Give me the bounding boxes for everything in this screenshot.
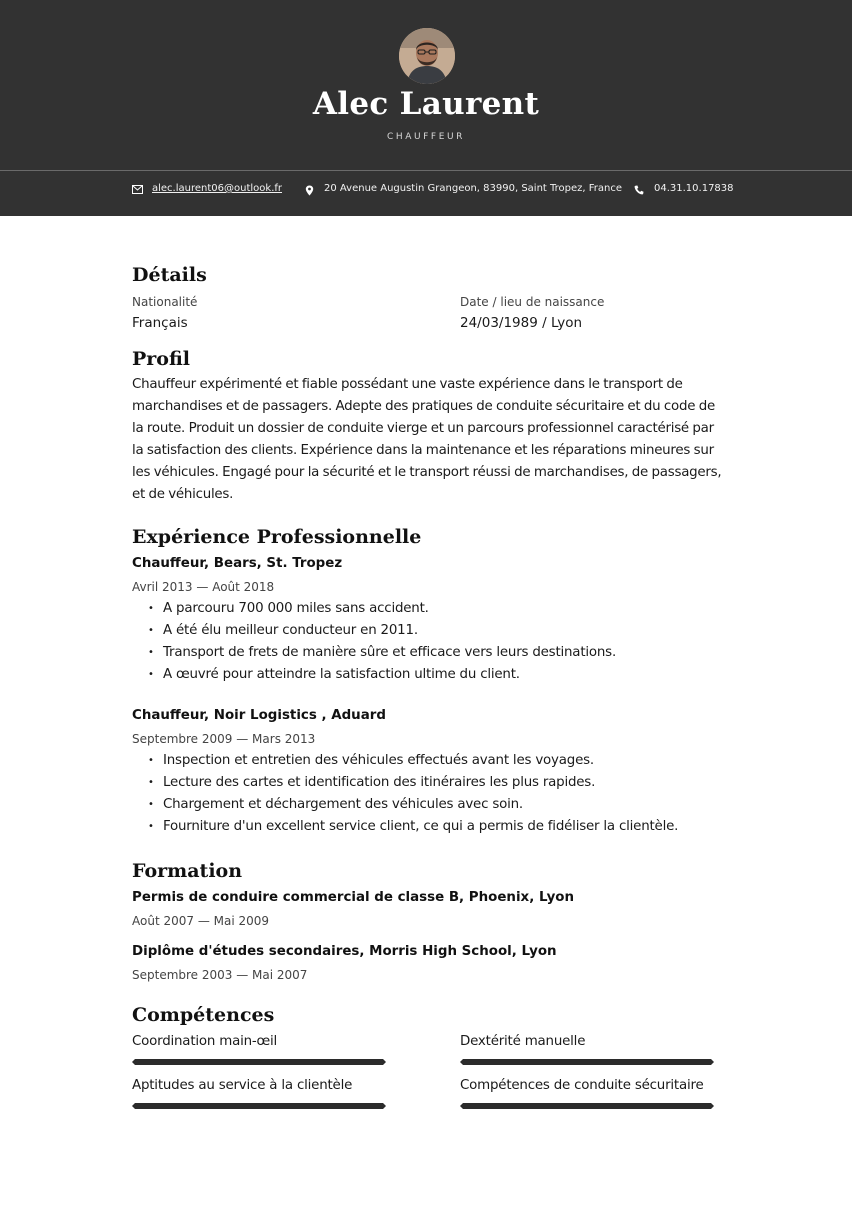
skill-label: Dextérité manuelle xyxy=(460,1034,586,1049)
job-dates: Avril 2013 — Août 2018 xyxy=(132,580,275,594)
skill-item xyxy=(460,1076,716,1109)
nationality-label: Nationalité xyxy=(132,295,198,309)
education-dates: Septembre 2003 — Mai 2007 xyxy=(132,968,308,982)
location-pin-icon xyxy=(305,185,314,196)
profile-text: Chauffeur expérimenté et fiable possédant une vaste expérience dans le transport de marchandises et de passagers. Adepte des pratiques de conduite sécuritaire et du code de la route. Produit un dossier de conduite vierge et un parcours professionnel caractérisé par la satisfaction des clients. Expérience dans la maintenance et les réparations mineures sur les véhicules. Engagé pour la sécurité et le transport réussi de marchandises, de passagers, et de véhicules. xyxy=(132,377,722,502)
candidate-job-title: CHAUFFEUR xyxy=(386,132,466,142)
skill-level-bar xyxy=(132,1103,386,1109)
experience-heading: Expérience Professionnelle xyxy=(132,526,422,548)
avatar xyxy=(399,28,455,84)
skill-level-bar xyxy=(460,1059,714,1065)
list-item: • A œuvré pour atteindre la satisfaction ultime du client. xyxy=(163,664,724,686)
contact-email[interactable] xyxy=(132,183,282,194)
job-bullets xyxy=(132,750,724,838)
skill-level-bar xyxy=(132,1059,386,1065)
candidate-name: Alec Laurent xyxy=(312,86,540,122)
education-entry xyxy=(132,942,724,984)
skill-label: Coordination main-œil xyxy=(132,1034,278,1049)
phone-text: 04.31.10.17838 xyxy=(654,183,734,194)
skill-item xyxy=(132,1032,388,1065)
details-heading: Détails xyxy=(132,264,207,286)
skill-item xyxy=(460,1032,716,1065)
job-title: Chauffeur, Bears, St. Tropez xyxy=(132,556,343,571)
phone-icon xyxy=(634,185,644,195)
skill-level-bar xyxy=(460,1103,714,1109)
email-link[interactable]: alec.laurent06@outlook.fr xyxy=(152,183,282,194)
mail-icon xyxy=(132,185,143,194)
birth-block xyxy=(460,294,604,334)
education-heading: Formation xyxy=(132,860,243,882)
list-item: • Lecture des cartes et identification des itinéraires les plus rapides. xyxy=(163,772,724,794)
list-item: • A parcouru 700 000 miles sans accident. xyxy=(163,598,724,620)
address-text: 20 Avenue Augustin Grangeon, 83990, Saint Tropez, France xyxy=(324,183,623,194)
header-divider xyxy=(0,170,852,171)
contact-phone xyxy=(634,183,734,194)
job-title: Chauffeur, Noir Logistics , Aduard xyxy=(132,708,386,723)
job-bullets xyxy=(132,598,724,686)
job-dates: Septembre 2009 — Mars 2013 xyxy=(132,732,316,746)
nationality-value: Français xyxy=(132,315,188,331)
education-entry xyxy=(132,888,724,930)
list-item: • Fourniture d'un excellent service client, ce qui a permis de fidéliser la clientèle. xyxy=(163,816,724,838)
nationality-block xyxy=(132,294,197,334)
job-entry xyxy=(132,706,724,838)
birth-value: 24/03/1989 / Lyon xyxy=(460,315,583,331)
education-title: Diplôme d'études secondaires, Morris High School, Lyon xyxy=(132,944,557,959)
list-item: • Transport de frets de manière sûre et efficace vers leurs destinations. xyxy=(163,642,724,664)
birth-label: Date / lieu de naissance xyxy=(460,295,605,309)
resume-body xyxy=(132,262,724,1122)
profile-photo-icon xyxy=(399,28,455,84)
skill-label: Compétences de conduite sécuritaire xyxy=(460,1078,704,1093)
profile-heading: Profil xyxy=(132,348,191,370)
resume-header xyxy=(0,0,852,216)
skills-section xyxy=(132,1032,724,1122)
skill-item xyxy=(132,1076,388,1109)
job-entry xyxy=(132,554,724,686)
list-item: • Inspection et entretien des véhicules effectués avant les voyages. xyxy=(163,750,724,772)
list-item: • A été élu meilleur conducteur en 2011. xyxy=(163,620,724,642)
skill-label: Aptitudes au service à la clientèle xyxy=(132,1078,353,1093)
details-section xyxy=(132,294,724,342)
contact-address xyxy=(305,183,622,194)
education-dates: Août 2007 — Mai 2009 xyxy=(132,914,270,928)
skills-heading: Compétences xyxy=(132,1004,275,1026)
list-item: • Chargement et déchargement des véhicules avec soin. xyxy=(163,794,724,816)
education-title: Permis de conduire commercial de classe B, Phoenix, Lyon xyxy=(132,890,575,905)
